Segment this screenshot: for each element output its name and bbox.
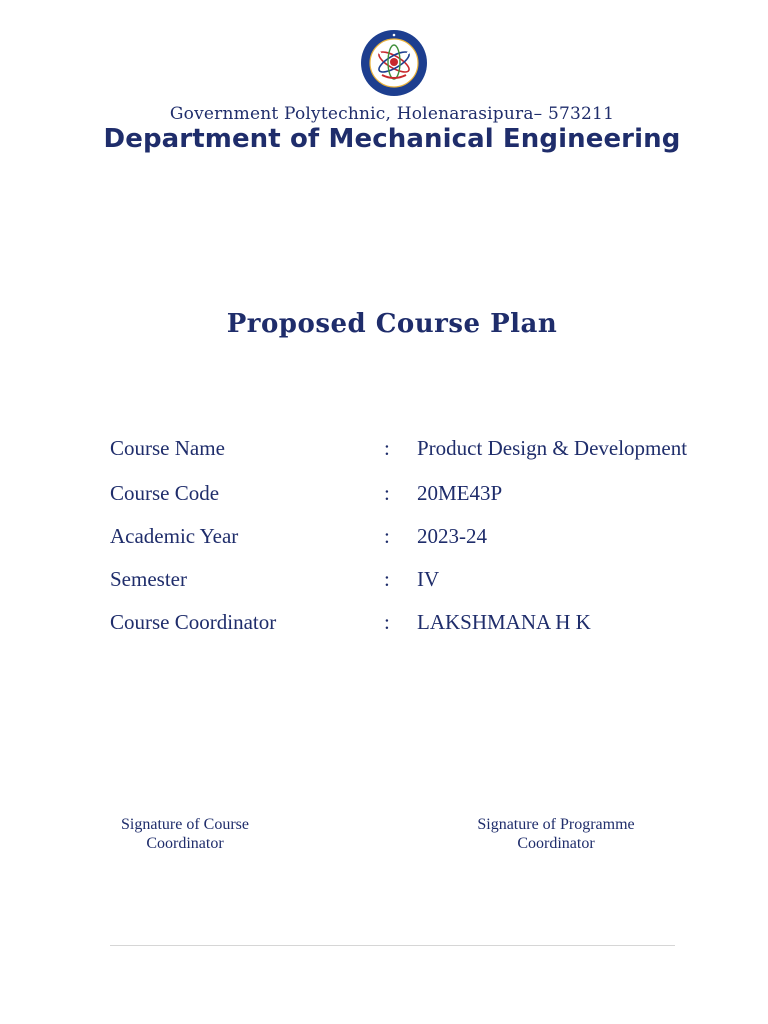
course-coordinator-label: Course Coordinator [110,610,277,634]
course-name-value: Product Design & Development [417,436,688,460]
semester-value: IV [417,567,440,591]
course-code-separator: : [384,481,390,505]
footer-divider [110,945,675,946]
course-name-row [110,436,750,466]
semester-row [110,567,750,597]
signature-left-line1: Signature of Course [121,816,249,833]
course-coordinator-signature [95,815,275,853]
course-name-label: Course Name [110,436,225,460]
department-name: Department of Mechanical Engineering [103,124,681,154]
course-coordinator-separator: : [384,610,390,634]
programme-coordinator-signature [456,815,656,853]
academic-year-separator: : [384,524,390,548]
academic-year-row [110,524,750,554]
course-code-row [110,481,750,511]
institution-name: Government Polytechnic, Holenarasipura– 573211 [169,104,615,124]
course-code-value: 20ME43P [417,481,503,505]
signature-right-line2: Coordinator [517,835,595,852]
institution-emblem-logo [360,29,428,97]
course-code-label: Course Code [110,481,220,505]
academic-year-value: 2023-24 [417,524,487,548]
semester-label: Semester [110,567,187,591]
signature-left-line2: Coordinator [146,835,224,852]
document-title: Proposed Course Plan [226,309,558,339]
semester-separator: : [384,567,390,591]
course-coordinator-value: LAKSHMANA H K [417,610,591,634]
signature-right-line1: Signature of Programme [477,816,635,833]
course-name-separator: : [384,436,390,460]
course-coordinator-row [110,610,750,640]
academic-year-label: Academic Year [110,524,239,548]
